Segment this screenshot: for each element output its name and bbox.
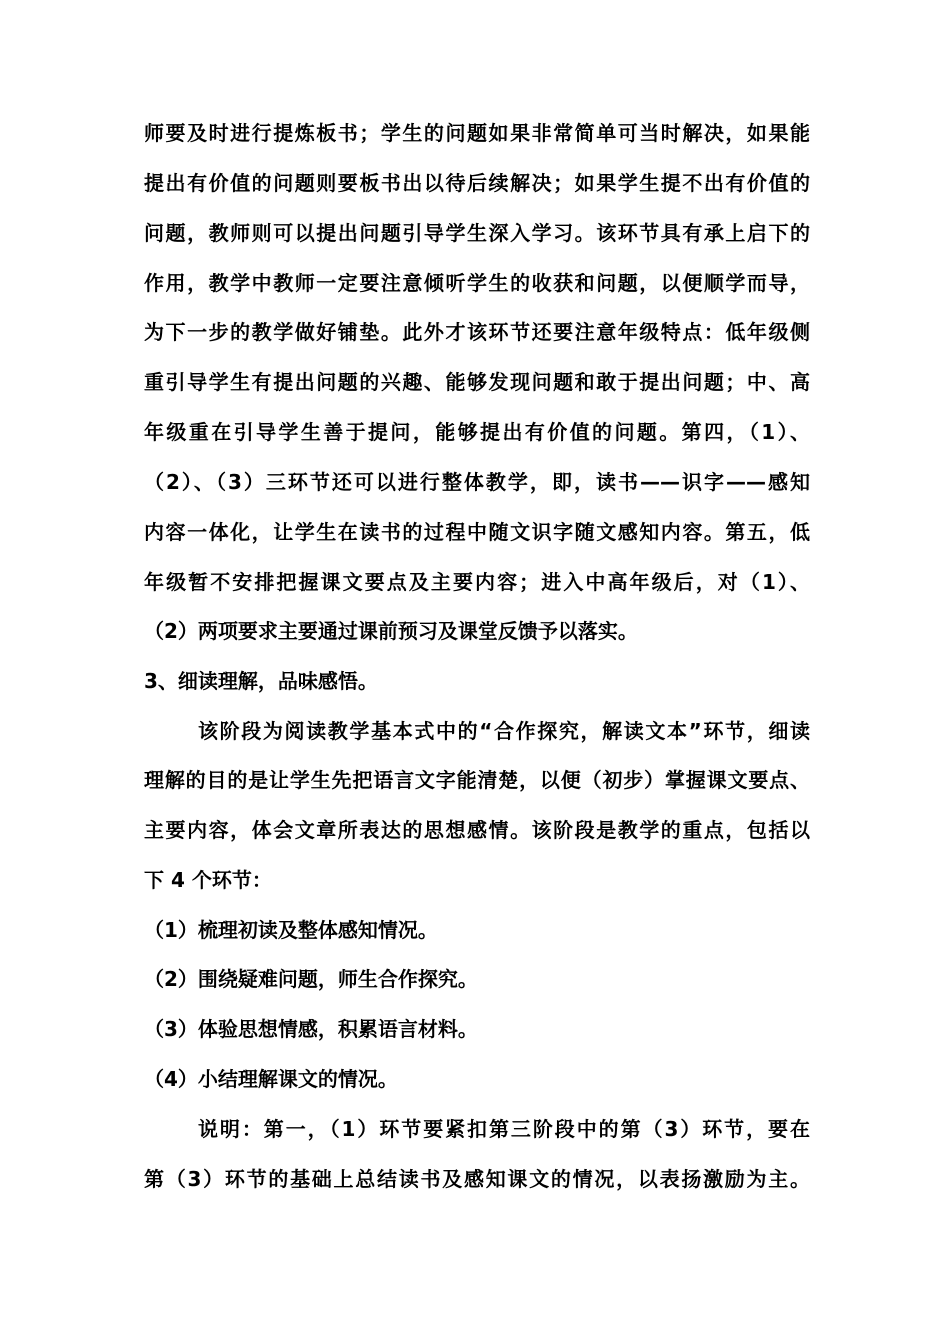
text-line: 提出有价值的问题则要板书出以待后续解决；如果学生提不出有价值的 (144, 171, 810, 195)
section-heading: 3、细读理解，品味感悟。 (144, 669, 378, 693)
text-line: 师要及时进行提炼板书；学生的问题如果非常简单可当时解决，如果能 (144, 121, 810, 145)
text-line: 重引导学生有提出问题的兴趣、能够发现问题和敢于提出问题；中、高 (144, 370, 810, 394)
text-line: 内容一体化，让学生在读书的过程中随文识字随文感知内容。第五，低 (144, 520, 810, 544)
list-item: （1）梳理初读及整体感知情况。 (144, 918, 438, 942)
text-line: 年级暂不安排把握课文要点及主要内容；进入中高年级后，对（1）、 (144, 570, 810, 594)
text-line: 该阶段为阅读教学基本式中的“合作探究，解读文本”环节，细读 (198, 719, 810, 743)
text-line: （2）、（3）三环节还可以进行整体教学，即，读书——识字——感知 (144, 470, 810, 494)
text-line: 年级重在引导学生善于提问，能够提出有价值的问题。第四，（1）、 (144, 420, 810, 444)
list-item: （2）围绕疑难问题，师生合作探究。 (144, 967, 478, 991)
text-line: 主要内容，体会文章所表达的思想感情。该阶段是教学的重点，包括以 (144, 818, 810, 842)
text-line: （2）两项要求主要通过课前预习及课堂反馈予以落实。 (144, 619, 638, 643)
list-item: （3）体验思想情感，积累语言材料。 (144, 1017, 478, 1041)
text-line: 为下一步的教学做好铺垫。此外才该环节还要注意年级特点：低年级侧 (144, 320, 810, 344)
text-line: 下 4 个环节： (144, 868, 272, 892)
list-item: （4）小结理解课文的情况。 (144, 1067, 398, 1091)
text-line: 作用，教学中教师一定要注意倾听学生的收获和问题，以便顺学而导， (144, 271, 810, 295)
text-line: 说明：第一，（1）环节要紧扣第三阶段中的第（3）环节，要在 (198, 1117, 810, 1141)
text-line: 第（3）环节的基础上总结读书及感知课文的情况，以表扬激励为主。 (144, 1167, 810, 1191)
text-line: 理解的目的是让学生先把语言文字能清楚，以便（初步）掌握课文要点、 (144, 768, 810, 792)
text-line: 问题，教师则可以提出问题引导学生深入学习。该环节具有承上启下的 (144, 221, 810, 245)
